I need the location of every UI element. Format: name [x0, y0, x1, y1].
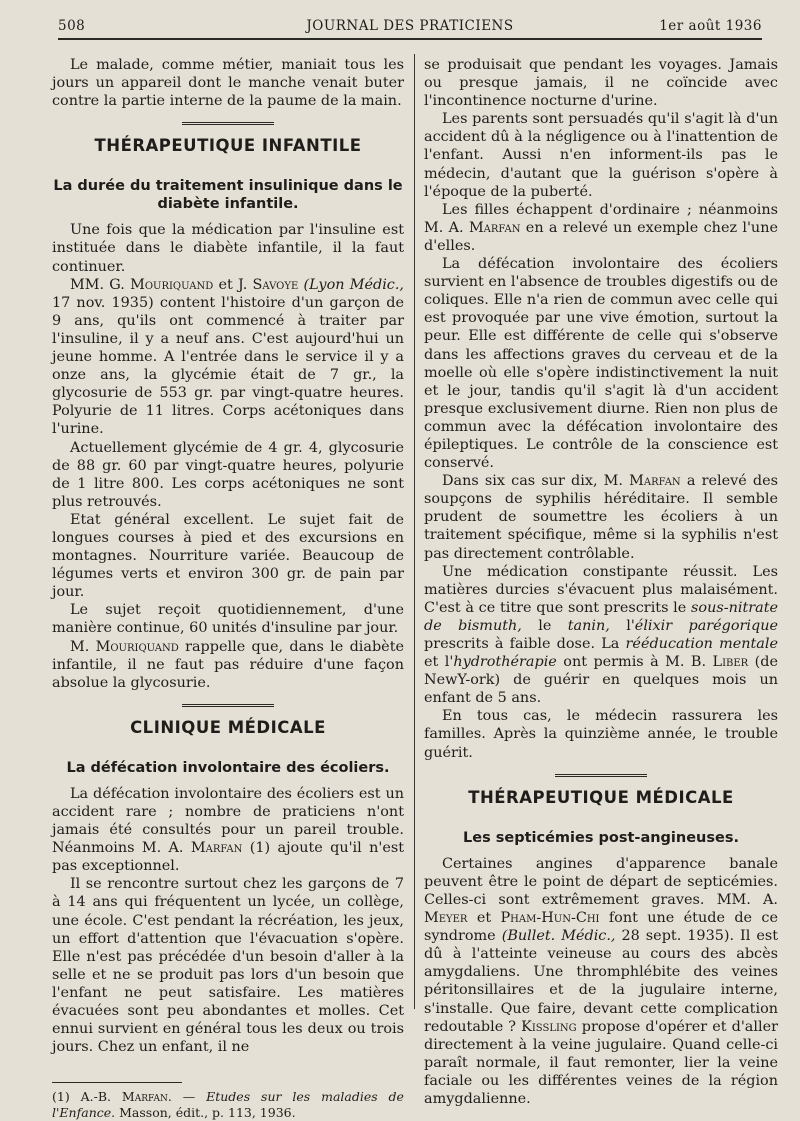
text: et	[476, 910, 492, 927]
text: le	[538, 617, 552, 634]
paragraph: Il se rencontre surtout chez les garçons de 7 à 14 ans qui fréquentent un lycée, un collège, une école. C'est pendant la récréation, les jeux, un effort d'attention que l'évacuation s'opère. Elle n'est pas précédée d'un besoin d'aller à la selle et ne se produit pas lors d'un besoin que l'enfant ne peut satisfaire. Les matières évacuées sont peu abondantes et molles. Cet ennui survient en général tous les deux ou trois jours. Chez un enfant, il ne	[52, 876, 404, 1056]
footnote	[52, 1089, 404, 1121]
header-rule	[58, 38, 762, 40]
author-name: Marfan	[190, 840, 243, 857]
section-title-clinique-medicale: CLINIQUE MÉDICALE	[130, 717, 326, 737]
author-name: Marfan.	[121, 1089, 172, 1105]
author-name: Kissling	[521, 1018, 577, 1035]
drug-name: sous-nitrate de bismuth,	[424, 599, 778, 634]
text: prescrits à faible dose. La	[424, 636, 620, 652]
author-name: Mouriquand	[130, 276, 214, 293]
text: 17 nov. 1935) content l'histoire d'un garçon de 9 ans, qu'ils ont commencé à traiter par l'insuline, il y a neuf ans. C'est aujourd'hui un jeune homme. A l'entrée dans le service il y a onze ans, la glycémie était de 7 gr., la glycosurie de 553 gr. par vingt-quatre heures. Polyurie de 11 litres. Corps acétoniques dans l'urine.	[52, 294, 404, 438]
paragraph: Actuellement glycémie de 4 gr. 4, glycosurie de 88 gr. 60 par vingt-quatre heures, polyurie de 1 litre 800. Les corps acétoniques ne sont plus retrouvés.	[52, 439, 404, 510]
author-name: Liber	[712, 654, 749, 671]
paragraph: Etat général excellent. Le sujet fait de longues courses à pied et des excursions en montagnes. Nourriture variée. Beaucoup de légumes verts et environ 300 gr. de pain par jour.	[52, 511, 404, 601]
text: La défécation involontaire des écoliers est un accident rare ; nombre de praticiens n'ont jamais été consultés pour un pareil trouble. Néanmoins M. A.	[52, 785, 404, 857]
paragraph: En tous cas, le médecin rassurera les familles. Après la quinzième année, le trouble guérit.	[424, 708, 778, 761]
paragraph-continued: se produisait que pendant les voyages. Jamais ou presque jamais, il ne coïncide avec l'incontinence nocturne d'urine.	[424, 57, 778, 110]
text: Masson, édit., p. 113, 1936.	[119, 1105, 296, 1121]
text: Une médication constipante réussit. Les matières durcies s'évacuent plus malaisément. C'est à ce titre que sont prescrits le	[424, 563, 778, 616]
section-separator	[182, 122, 274, 127]
paragraph	[424, 472, 778, 562]
article-title-septicemies: Les septicémies post-angineuses.	[463, 829, 739, 846]
text: (de NewY-ork) de guérir en quelques mois un enfant de 5 ans.	[424, 654, 779, 707]
text: propose d'opérer et d'aller directement à la veine jugulaire. Quand celle-ci paraît normale, il faut remonter, lier la veine faciale ou les différentes veines de la région amygdalienne.	[424, 1018, 778, 1107]
paragraph	[52, 638, 404, 692]
text: rappelle que, dans le diabète infantile, il ne faut pas réduire d'une façon absolue la glycosurie.	[52, 638, 404, 691]
article-title-defecation: La défécation involontaire des écoliers.	[66, 759, 390, 776]
author-name: Mouriquand	[95, 638, 179, 655]
treatment-name: rééducation mentale	[625, 636, 778, 652]
text: (1) A.-B.	[52, 1089, 111, 1105]
text: (1) ajoute qu'il n'est pas exceptionnel.	[52, 840, 405, 875]
paragraph	[424, 563, 778, 708]
text: Certaines angines d'apparence banale peuvent être le point de départ de septicémies. Celles-ci sont extrêmement graves. MM. A.	[424, 855, 778, 908]
text: et J.	[218, 276, 248, 293]
author-name: Marfan	[468, 219, 521, 236]
left-column	[52, 56, 404, 1121]
right-column	[424, 56, 778, 1108]
intro-paragraph: Le malade, comme métier, maniait tous les jours un appareil dont le manche venait buter contre la partie interne de la paume de la main.	[52, 57, 404, 110]
text: a relevé des soupçons de syphilis héréditaire. Il semble prudent de soumettre les écoliers à un traitement spécifique, même si la syphilis n'est pas directement contrôlable.	[424, 473, 778, 562]
text: MM. G.	[70, 276, 125, 293]
text: font une étude de ce syndrome	[424, 910, 778, 945]
text: l'	[626, 617, 635, 634]
paragraph: Les parents sont persuadés qu'il s'agit là d'un accident dû à la négligence ou à l'inattention de l'enfant. Aussi n'en informent-ils pas le médecin, d'autant que la guérison s'opère à l'époque de la puberté.	[424, 111, 778, 200]
paragraph: Une fois que la médication par l'insuline est instituée dans le diabète infantile, il la faut continuer.	[52, 222, 404, 275]
footnote-rule	[52, 1082, 182, 1083]
paragraph: La défécation involontaire des écoliers survient en l'absence de troubles digestifs ou de coliques. Elle n'a rien de commun avec celle qui est provoquée par une vive émotion, surtout la peur. Elle est différente de celle qui s'observe dans les affections graves du cerveau et de la moelle où elle s'opère indistinctivement la nuit et le jour, tandis qu'il s'agit là d'un accident presque exclusivement diurne. Rien non plus de commun avec la défécation involontaire des épileptiques. Le contrôle de la conscience est conservé.	[424, 256, 778, 472]
section-separator	[555, 774, 647, 779]
drug-name: élixir parégorique	[634, 617, 779, 634]
section-separator	[182, 704, 274, 709]
article-title-insuline: La durée du traitement insulinique dans le diabète infantile.	[53, 178, 403, 213]
text: Dans six cas sur dix, M.	[442, 473, 623, 490]
running-header	[58, 14, 762, 40]
journal-title: JOURNAL DES PRATICIENS	[306, 18, 514, 34]
column-divider	[414, 54, 415, 1009]
paragraph	[52, 276, 404, 439]
text: M.	[70, 638, 90, 655]
author-name: Savoye	[252, 276, 299, 293]
source-citation: (Bullet. Médic.,	[501, 928, 616, 945]
author-name: Marfan	[629, 473, 681, 490]
treatment-name: hydrothérapie	[453, 654, 557, 671]
text: Les filles échappent d'ordinaire ; néanmoins M. A.	[424, 201, 778, 236]
drug-name: tanin,	[567, 617, 610, 634]
page-number: 508	[58, 18, 86, 34]
source-citation: (Lyon Médic.,	[303, 276, 405, 293]
footnote-title: — Etudes sur les maladies de l'Enfance.	[52, 1089, 404, 1121]
paragraph	[424, 201, 778, 255]
section-title-therapeutique-infantile: THÉRAPEUTIQUE INFANTILE	[94, 136, 362, 156]
paragraph	[424, 855, 778, 1108]
section-title-therapeutique-medicale: THÉRAPEUTIQUE MÉDICALE	[468, 787, 734, 807]
author-name: Meyer	[424, 910, 468, 927]
text: ont permis à M. B.	[563, 654, 707, 671]
paragraph: Le sujet reçoit quotidiennement, d'une manière continue, 60 unités d'insuline par jour.	[52, 602, 404, 637]
text: en a relevé un exemple chez l'une d'elles.	[424, 219, 778, 254]
issue-date: 1er août 1936	[659, 18, 762, 34]
author-name: Pham-Hun-Chi	[500, 910, 600, 927]
paragraph	[52, 785, 404, 875]
text: et l'	[424, 654, 454, 671]
text: 28 sept. 1935). Il est dû à l'atteinte veineuse au cours des abcès amygdaliens. Une thromphlébite des veines péritonsillaires et de la jugulaire interne, s'installe. Que faire, devant cette complication redoutable ?	[424, 928, 779, 1035]
